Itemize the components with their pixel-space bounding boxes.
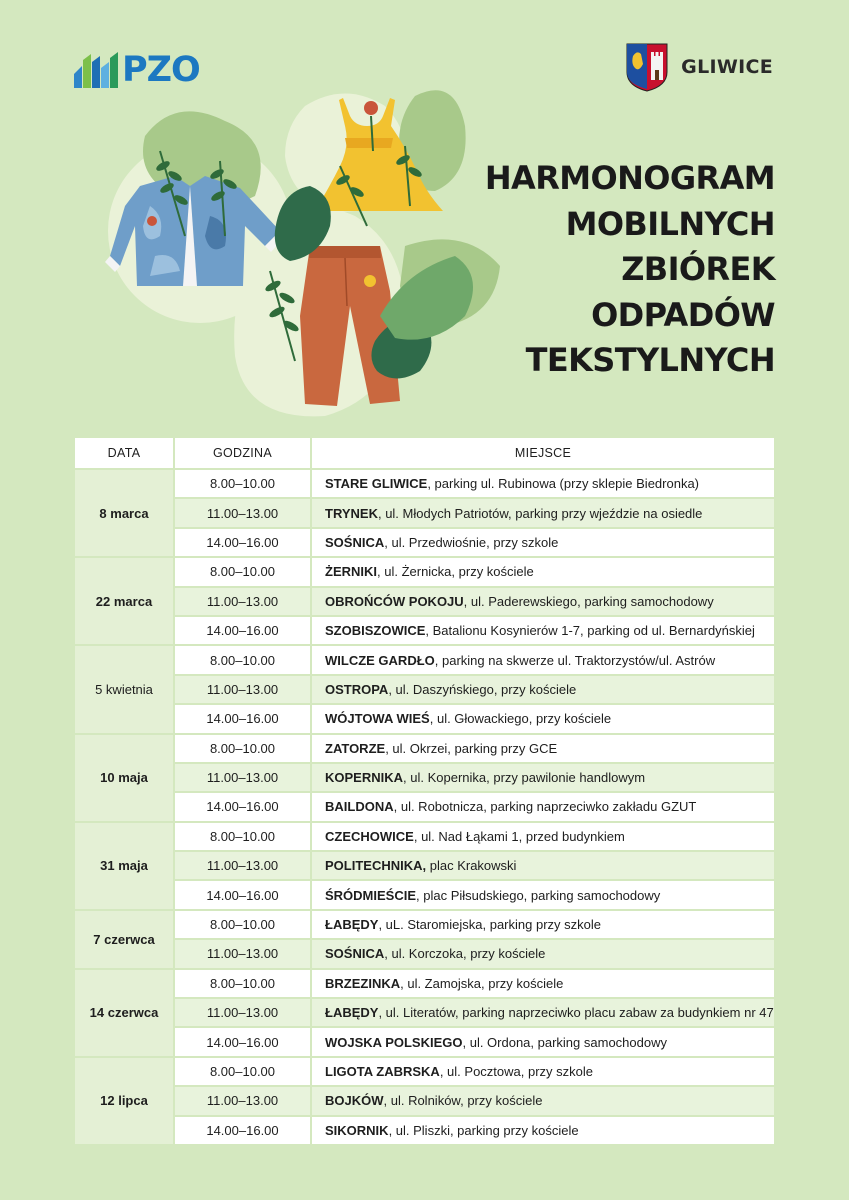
place-details: , uL. Staromiejska, parking przy szkole bbox=[378, 917, 601, 933]
place-details: , ul. Pliszki, parking przy kościele bbox=[388, 1122, 579, 1138]
place-name: WOJSKA POLSKIEGO bbox=[325, 1034, 463, 1050]
hour-cell: 14.00–16.00 bbox=[175, 1117, 310, 1144]
place-details: , ul. Paderewskiego, parking samochodowy bbox=[463, 593, 714, 609]
hour-cell: 8.00–10.00 bbox=[175, 1058, 310, 1085]
place-cell bbox=[312, 529, 774, 556]
place-cell bbox=[312, 881, 774, 908]
place-cell bbox=[312, 793, 774, 820]
place-cell bbox=[312, 735, 774, 762]
date-cell: 14 czerwca bbox=[75, 970, 173, 1056]
place-name: BOJKÓW bbox=[325, 1093, 384, 1109]
place-name: SZOBISZOWICE bbox=[325, 623, 426, 639]
place-cell bbox=[312, 558, 774, 585]
table-row bbox=[75, 735, 774, 762]
page-title bbox=[485, 156, 775, 384]
date-cell: 8 marca bbox=[75, 470, 173, 556]
place-details: , ul. Nad Łąkami 1, przed budynkiem bbox=[413, 828, 625, 844]
hour-cell: 11.00–13.00 bbox=[175, 940, 310, 967]
hour-cell: 11.00–13.00 bbox=[175, 852, 310, 879]
title-line: HARMONOGRAM bbox=[484, 159, 775, 197]
pzo-logo-text: PZO bbox=[122, 49, 200, 90]
place-cell bbox=[312, 764, 774, 791]
place-details: , ul. Daszyńskiego, przy kościele bbox=[388, 681, 577, 697]
place-details: , plac Piłsudskiego, parking samochodowy bbox=[416, 887, 661, 903]
place-name: ZATORZE bbox=[325, 740, 386, 756]
place-cell bbox=[312, 911, 774, 938]
place-cell bbox=[312, 1058, 774, 1085]
date-cell: 22 marca bbox=[75, 558, 173, 644]
table-row bbox=[75, 999, 774, 1026]
place-name: ŻERNIKI bbox=[325, 564, 377, 580]
table-row bbox=[75, 1028, 774, 1055]
table-row bbox=[75, 793, 774, 820]
place-name: LIGOTA ZABRSKA bbox=[325, 1064, 440, 1079]
place-details: , ul. Literatów, parking naprzeciwko placu zabaw za budynkiem nr 47 bbox=[378, 1005, 774, 1021]
date-cell: 12 lipca bbox=[75, 1058, 173, 1144]
table-row bbox=[75, 617, 774, 644]
table-row bbox=[75, 852, 774, 879]
place-name: CZECHOWICE bbox=[325, 828, 414, 844]
place-details: , ul. Przedwiośnie, przy szkole bbox=[384, 534, 559, 550]
place-details: , ul. Rolników, przy kościele bbox=[383, 1093, 543, 1109]
place-cell bbox=[312, 646, 774, 673]
table-row bbox=[75, 558, 774, 585]
place-details: , ul. Zamojska, przy kościele bbox=[400, 975, 564, 991]
place-name: SOŚNICA bbox=[325, 946, 385, 962]
date-cell: 31 maja bbox=[75, 823, 173, 909]
place-details: , ul. Kopernika, przy pawilonie handlowym bbox=[403, 770, 646, 786]
place-cell bbox=[312, 1087, 774, 1114]
hour-cell: 11.00–13.00 bbox=[175, 588, 310, 615]
place-name: SIKORNIK bbox=[325, 1122, 389, 1138]
hour-cell: 8.00–10.00 bbox=[175, 823, 310, 850]
table-row bbox=[75, 1117, 774, 1144]
date-cell: 10 maja bbox=[75, 735, 173, 821]
gliwice-logo bbox=[625, 42, 773, 92]
hour-cell: 11.00–13.00 bbox=[175, 676, 310, 703]
place-details: plac Krakowski bbox=[426, 858, 517, 874]
table-row bbox=[75, 940, 774, 967]
hour-cell: 8.00–10.00 bbox=[175, 646, 310, 673]
place-cell bbox=[312, 470, 774, 497]
flower bbox=[147, 216, 157, 226]
hour-cell: 14.00–16.00 bbox=[175, 1028, 310, 1055]
place-details: , ul. Młodych Patriotów, parking przy wjeździe na osiedle bbox=[377, 505, 703, 521]
table-row bbox=[75, 1058, 774, 1085]
table-row bbox=[75, 970, 774, 997]
header-date: DATA bbox=[75, 438, 173, 468]
schedule-table bbox=[73, 436, 776, 1146]
place-details: , ul. Żernicka, przy kościele bbox=[377, 564, 534, 580]
hour-cell: 11.00–13.00 bbox=[175, 1087, 310, 1114]
place-cell bbox=[312, 499, 774, 526]
schedule-body bbox=[75, 470, 774, 1144]
hour-cell: 8.00–10.00 bbox=[175, 970, 310, 997]
hour-cell: 14.00–16.00 bbox=[175, 881, 310, 908]
place-details: , Batalionu Kosynierów 1-7, parking od ul. Bernardyńskiej bbox=[425, 623, 755, 639]
date-cell: 7 czerwca bbox=[75, 911, 173, 968]
table-row bbox=[75, 470, 774, 497]
table-header-row bbox=[75, 438, 774, 468]
table-row bbox=[75, 911, 774, 938]
hour-cell: 11.00–13.00 bbox=[175, 499, 310, 526]
place-cell bbox=[312, 999, 774, 1026]
place-cell bbox=[312, 588, 774, 615]
place-name: ŁABĘDY bbox=[325, 917, 379, 933]
place-details: , ul. Okrzei, parking przy GCE bbox=[385, 740, 558, 756]
header-hour: GODZINA bbox=[175, 438, 310, 468]
table-row bbox=[75, 881, 774, 908]
date-cell: 5 kwietnia bbox=[75, 646, 173, 732]
title-line: ZBIÓREK bbox=[621, 250, 775, 288]
table-row bbox=[75, 529, 774, 556]
place-cell bbox=[312, 617, 774, 644]
table-row bbox=[75, 705, 774, 732]
place-cell bbox=[312, 1028, 774, 1055]
place-cell bbox=[312, 705, 774, 732]
table-row bbox=[75, 646, 774, 673]
place-name: OBROŃCÓW POKOJU bbox=[325, 593, 464, 609]
hour-cell: 14.00–16.00 bbox=[175, 617, 310, 644]
hour-cell: 8.00–10.00 bbox=[175, 558, 310, 585]
place-details: , ul. Ordona, parking samochodowy bbox=[462, 1034, 667, 1050]
place-cell bbox=[312, 852, 774, 879]
place-name: POLITECHNIKA, bbox=[325, 858, 427, 874]
textile-illustration bbox=[105, 76, 505, 421]
table-row bbox=[75, 588, 774, 615]
place-name: SOŚNICA bbox=[325, 534, 385, 550]
table-row bbox=[75, 676, 774, 703]
header-place: MIEJSCE bbox=[312, 438, 774, 468]
place-name: BRZEZINKA bbox=[325, 975, 401, 991]
place-details: , ul. Korczoka, przy kościele bbox=[384, 946, 546, 962]
title-line: ODPADÓW bbox=[591, 295, 775, 334]
place-details: , parking ul. Rubinowa (przy sklepie Biedronka) bbox=[427, 476, 699, 492]
place-cell bbox=[312, 970, 774, 997]
place-cell bbox=[312, 940, 774, 967]
hour-cell: 11.00–13.00 bbox=[175, 999, 310, 1026]
place-details: , ul. Robotnicza, parking naprzeciwko zakładu GZUT bbox=[393, 799, 697, 815]
place-name: WILCZE GARDŁO bbox=[325, 652, 435, 668]
gliwice-coat-of-arms-icon bbox=[625, 42, 669, 92]
place-cell bbox=[312, 676, 774, 703]
place-name: STARE GLIWICE bbox=[325, 476, 428, 492]
title-line: TEKSTYLNYCH bbox=[525, 341, 775, 379]
place-name: TRYNEK bbox=[325, 505, 378, 521]
place-name: WÓJTOWA WIEŚ bbox=[325, 711, 430, 727]
place-name: ŚRÓDMIEŚCIE bbox=[325, 887, 417, 903]
place-cell bbox=[312, 1117, 774, 1144]
table-row bbox=[75, 764, 774, 791]
place-name: KOPERNIKA bbox=[325, 770, 404, 786]
hour-cell: 11.00–13.00 bbox=[175, 764, 310, 791]
flower bbox=[364, 275, 376, 287]
hour-cell: 8.00–10.00 bbox=[175, 735, 310, 762]
hour-cell: 8.00–10.00 bbox=[175, 911, 310, 938]
place-name: ŁABĘDY bbox=[325, 1005, 379, 1021]
hour-cell: 14.00–16.00 bbox=[175, 705, 310, 732]
hour-cell: 14.00–16.00 bbox=[175, 529, 310, 556]
place-details: , ul. Głowackiego, przy kościele bbox=[429, 711, 612, 727]
table-row bbox=[75, 499, 774, 526]
place-details: , parking na skwerze ul. Traktorzystów/ul. Astrów bbox=[434, 652, 716, 668]
place-name: BAILDONA bbox=[325, 799, 394, 815]
place-name: OSTROPA bbox=[325, 681, 389, 697]
place-cell bbox=[312, 823, 774, 850]
hour-cell: 14.00–16.00 bbox=[175, 793, 310, 820]
title-line: MOBILNYCH bbox=[565, 204, 775, 243]
place-details: , ul. Pocztowa, przy szkole bbox=[439, 1064, 593, 1079]
gliwice-city-name: GLIWICE bbox=[681, 56, 773, 78]
hour-cell: 8.00–10.00 bbox=[175, 470, 310, 497]
table-row bbox=[75, 823, 774, 850]
table-row bbox=[75, 1087, 774, 1114]
